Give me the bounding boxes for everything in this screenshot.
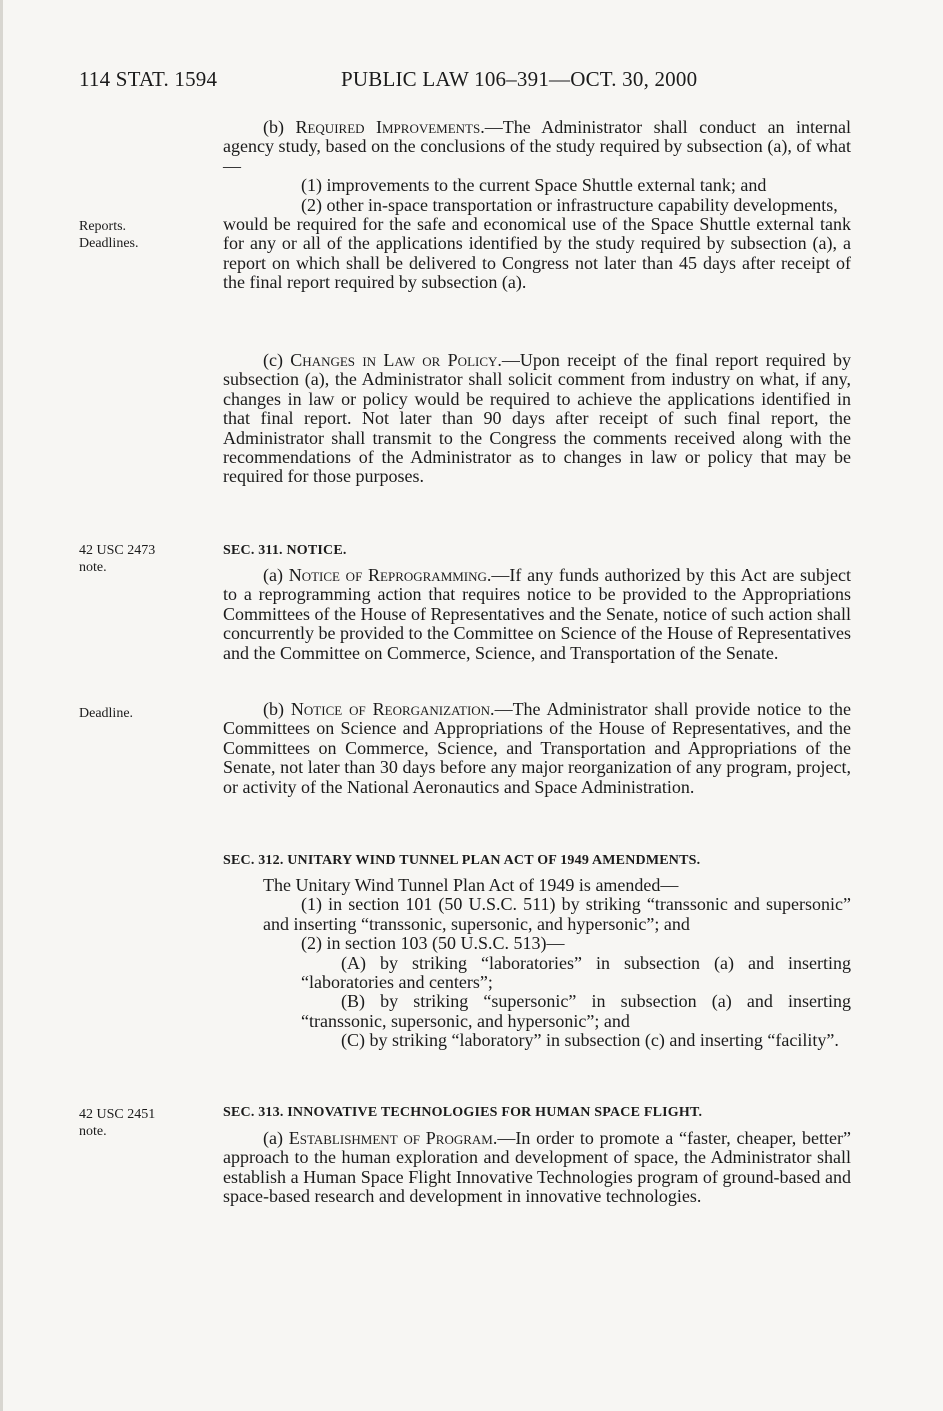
sec310c-text: —Upon receipt of the final report required by subsection (a), the Administrator shall solicit comment from industry on what, if any, changes in law or policy would be required to achieve the applications identified in that final report. Not later than 90 days after receipt of such final report, the Administrator shall transmit to the Congress the comments received along with the recommendations of the Administrator as to changes in law or policy that may be required for those purposes. [223, 350, 851, 487]
sec311-title: SEC. 311. NOTICE. [223, 543, 347, 558]
sec313a-paragraph: (a) Establishment of Program.—In order to promote a “faster, cheaper, better” approach to the human exploration and development of space, the Administrator shall establish a Human Space Flight Innovative Technologies program of ground-based and space-based research and development in innovative technologies. [223, 1128, 851, 1207]
stat-page-number: 114 STAT. 1594 [79, 67, 218, 91]
sec310b-tail: would be required for the safe and economical use of the Space Shuttle external tank for any or all of the applications identified by the study required by subsection (a), a report on which shall be delivered to Congress not later than 45 days after receipt of the final report required by subsection (a). [223, 214, 851, 293]
sec310b-item-2: (2) other in-space transportation or infrastructure capability developments, [301, 194, 838, 215]
section-313-a [223, 1129, 851, 1207]
section-311-a [223, 566, 851, 663]
section-312-body [223, 876, 851, 1051]
sec312-item-1: (1) in section 101 (50 U.S.C. 511) by striking “transsonic and supersonic” and inserting “transsonic, supersonic, and hypersonic”; and [263, 894, 851, 934]
sec310b-item-1: (1) improvements to the current Space Shuttle external tank; and [301, 175, 767, 196]
sec312-title: SEC. 312. UNITARY WIND TUNNEL PLAN ACT OF 1949 AMENDMENTS. [223, 853, 701, 868]
sec311a-text: —If any funds authorized by this Act are subject to a reprogramming action that requires notice to be provided to the Appropriations Committees of the House of Representatives and the Senate, notice of such action shall concurrently be provided to the Committee on Science of the House of Representatives and the Committee on Commerce, Science, and Transportation of the Senate. [223, 565, 852, 663]
section-313 [223, 1103, 851, 1122]
margin-note-sec311-citation: 42 USC 2473 note. [79, 543, 156, 575]
law-title: PUBLIC LAW 106–391—OCT. 30, 2000 [341, 67, 698, 91]
section-311-b [223, 700, 851, 797]
margin-note-sec313-citation: 42 USC 2451 note. [79, 1107, 156, 1139]
margin-note-reports-deadlines: Reports. Deadlines. [79, 219, 139, 251]
section-311 [223, 541, 851, 560]
sec312-item-a: (A) by striking “laboratories” in subsection (a) and inserting “laboratories and centers”; [301, 952, 851, 993]
sec311a-heading: Notice of Reprogramming. [288, 565, 492, 585]
sec313a-heading: Establishment of Program. [288, 1128, 498, 1148]
sec310c-paragraph: (c) Changes in Law or Policy.—Upon receipt of the final report required by subsection (a), the Administrator shall solicit comment from industry on what, if any, changes in law or policy would be required to achieve the applications identified in that final report. Not later than 90 days after receipt of such final report, the Administrator shall transmit to the Congress the comments received along with the recommendations of the Administrator as to changes in law or policy that may be required for those purposes. [223, 350, 851, 487]
sec312-item-2: (2) in section 103 (50 U.S.C. 513)— [301, 933, 565, 954]
sec313-title: SEC. 313. INNOVATIVE TECHNOLOGIES FOR HUMAN SPACE FLIGHT. [223, 1105, 703, 1120]
sec312-intro: The Unitary Wind Tunnel Plan Act of 1949 is amended— [263, 875, 679, 895]
sec311b-paragraph: (b) Notice of Reorganization.—The Administrator shall provide notice to the Committees on Science and Appropriations of the House of Representatives, and the Committees on Commerce, Science, and Transportation and Appropriations of the Senate, not later than 30 days before any major reorganization of any program, project, or activity of the National Aeronautics and Space Administration. [223, 699, 851, 797]
sec310b-text: —The Administrator shall conduct an internal agency study, based on the conclusions of the study required by subsection (a), of what— [223, 117, 851, 176]
sec312-item-c: (C) by striking “laboratory” in subsection (c) and inserting “facility”. [341, 1030, 839, 1051]
sec310b-paragraph: (b) Required Improvements.—The Administrator shall conduct an internal agency study, based on the conclusions of the study required by subsection (a), of what— [223, 117, 851, 176]
section-310-c [223, 351, 851, 487]
section-312 [223, 851, 851, 870]
sec310b-heading: Required Improvements. [295, 117, 485, 137]
page-edge [0, 0, 3, 1411]
margin-note-deadline: Deadline. [79, 706, 134, 721]
section-310-b [223, 118, 851, 293]
sec311b-heading: Notice of Reorganization. [290, 699, 495, 719]
sec310c-heading: Changes in Law or Policy. [290, 350, 502, 370]
sec311b-text: —The Administrator shall provide notice to the Committees on Science and Appropriations of the House of Representatives, and the Committees on Commerce, Science, and Transportation and Appropriations of the Senate, not later than 30 days before any major reorganization of any program, project, or activity of the National Aeronautics and Space Administration. [223, 699, 851, 797]
sec311a-paragraph: (a) Notice of Reprogramming.—If any funds authorized by this Act are subject to a reprogramming action that requires notice to be provided to the Appropriations Committees of the House of Representatives and the Senate, notice of such action shall concurrently be provided to the Committee on Science of the House of Representatives and the Committee on Commerce, Science, and Transportation of the Senate. [223, 565, 852, 663]
page-header [0, 67, 943, 97]
sec313a-text: —In order to promote a “faster, cheaper, better” approach to the human exploration and development of space, the Administrator shall establish a Human Space Flight Innovative Technologies program of ground-based and space-based research and development in innovative technologies. [223, 1128, 851, 1207]
sec312-item-b: (B) by striking “supersonic” in subsection (a) and inserting “transsonic, supersonic, and hypersonic”; and [301, 991, 851, 1031]
